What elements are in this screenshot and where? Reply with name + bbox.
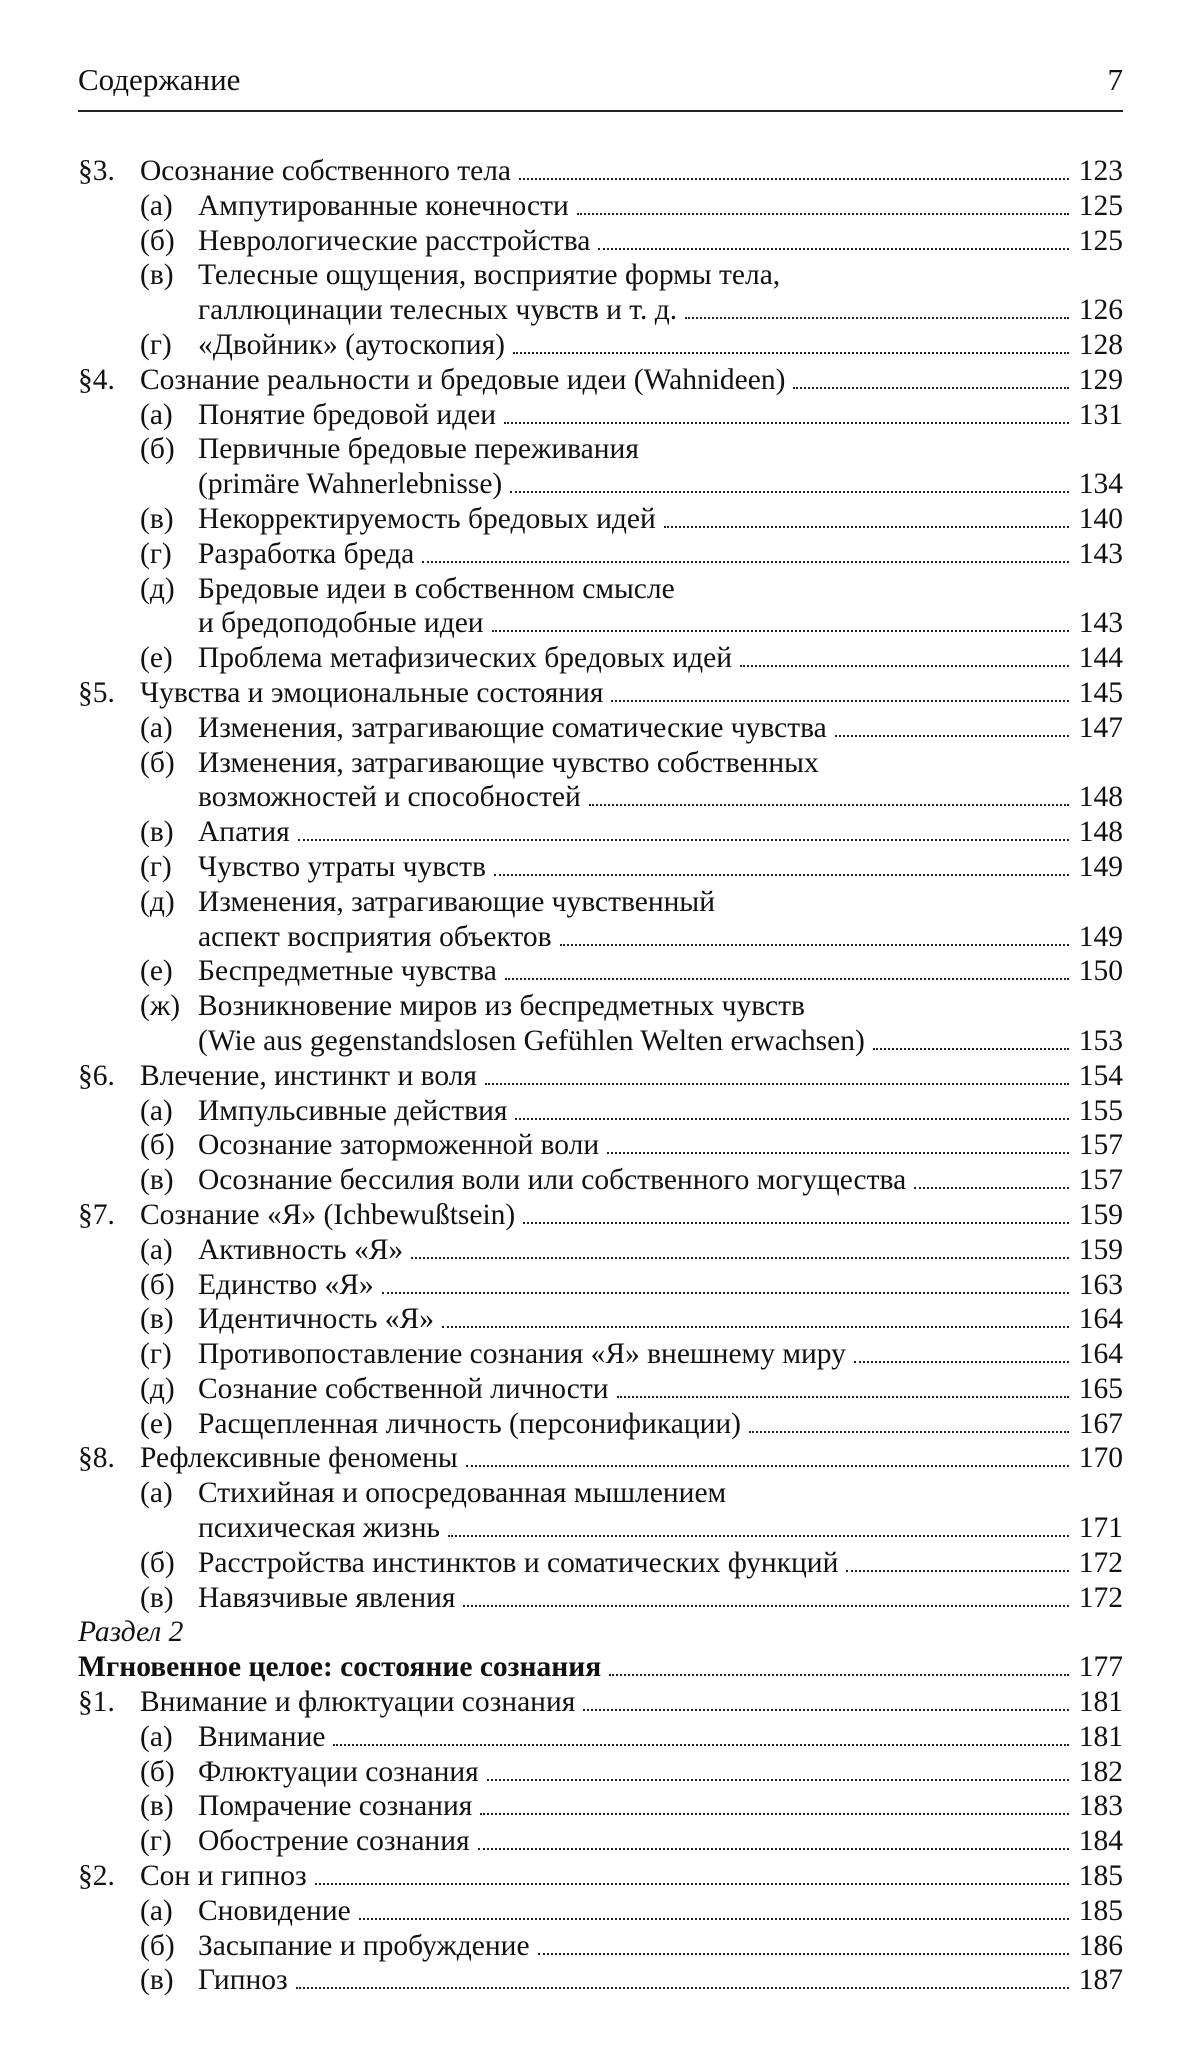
entry-page-number: 159 bbox=[1078, 1198, 1123, 1231]
toc-entry bbox=[78, 467, 1123, 502]
dot-leader bbox=[515, 1118, 1069, 1120]
toc-entry bbox=[78, 258, 1123, 293]
toc-entry bbox=[78, 1163, 1123, 1198]
entry-page-number: 167 bbox=[1078, 1407, 1123, 1440]
entry-marker: §1. bbox=[78, 1686, 115, 1719]
entry-page-number: 148 bbox=[1078, 781, 1123, 814]
entry-page-number: 155 bbox=[1078, 1094, 1123, 1127]
entry-title: Неврологические расстройства bbox=[198, 224, 591, 257]
entry-marker: (б) bbox=[140, 1546, 175, 1579]
toc-entry bbox=[78, 711, 1123, 746]
entry-page-number: 157 bbox=[1078, 1164, 1123, 1197]
toc-entry bbox=[78, 398, 1123, 433]
toc-entry bbox=[78, 1720, 1123, 1755]
toc-entry bbox=[78, 1094, 1123, 1129]
entry-marker: §2. bbox=[78, 1860, 115, 1893]
entry-marker: (е) bbox=[140, 1407, 173, 1440]
entry-marker: §5. bbox=[78, 676, 115, 709]
toc-entry bbox=[78, 1546, 1123, 1581]
entry-marker: (г) bbox=[140, 537, 172, 570]
toc-entry bbox=[78, 1789, 1123, 1824]
entry-title: и бредоподобные идеи bbox=[198, 607, 484, 640]
toc-entry bbox=[78, 1894, 1123, 1929]
toc-entry bbox=[78, 1198, 1123, 1233]
entry-marker: (б) bbox=[140, 1268, 175, 1301]
entry-title: Возникновение миров из беспредметных чувств bbox=[198, 990, 805, 1023]
dot-leader bbox=[442, 1326, 1069, 1328]
entry-page-number: 172 bbox=[1078, 1581, 1123, 1614]
entry-title: Гипноз bbox=[198, 1964, 288, 1997]
entry-page-number: 134 bbox=[1078, 468, 1123, 501]
entry-marker: §4. bbox=[78, 363, 115, 396]
entry-page-number: 165 bbox=[1078, 1372, 1123, 1405]
toc-entry bbox=[78, 989, 1123, 1024]
entry-page-number: 177 bbox=[1078, 1651, 1123, 1684]
entry-title: Чувства и эмоциональные состояния bbox=[140, 676, 604, 709]
entry-title: Первичные бредовые переживания bbox=[198, 433, 639, 466]
entry-page-number: 164 bbox=[1078, 1303, 1123, 1336]
toc-entry bbox=[78, 815, 1123, 850]
entry-title: Внимание bbox=[198, 1720, 326, 1753]
toc-entry bbox=[78, 1268, 1123, 1303]
entry-page-number: 171 bbox=[1078, 1512, 1123, 1545]
toc-entry bbox=[78, 1372, 1123, 1407]
entry-title: Импульсивные действия bbox=[198, 1094, 508, 1127]
toc-entry bbox=[78, 850, 1123, 885]
entry-title: Активность «Я» bbox=[198, 1233, 404, 1266]
entry-marker: (г) bbox=[140, 1338, 172, 1371]
toc-entry bbox=[78, 1441, 1123, 1476]
entry-marker: (б) bbox=[140, 1929, 175, 1962]
toc-entry bbox=[78, 328, 1123, 363]
toc-entry bbox=[78, 954, 1123, 989]
toc-entry bbox=[78, 1963, 1123, 1998]
entry-title: Ампутированные конечности bbox=[198, 189, 569, 222]
toc-entry bbox=[78, 746, 1123, 781]
entry-title: Изменения, затрагивающие чувство собственных bbox=[198, 746, 819, 779]
entry-page-number: 163 bbox=[1078, 1268, 1123, 1301]
entry-marker: (а) bbox=[140, 189, 173, 222]
dot-leader bbox=[740, 665, 1069, 667]
dot-leader bbox=[463, 1605, 1069, 1607]
entry-page-number: 144 bbox=[1078, 642, 1123, 675]
entry-page-number: 126 bbox=[1078, 294, 1123, 327]
entry-title: Помрачение сознания bbox=[198, 1790, 473, 1823]
entry-marker: (а) bbox=[140, 1094, 173, 1127]
entry-page-number: 143 bbox=[1078, 607, 1123, 640]
dot-leader bbox=[873, 1048, 1069, 1050]
toc-entry bbox=[78, 572, 1123, 607]
toc-entry bbox=[78, 920, 1123, 955]
dot-leader bbox=[749, 1431, 1069, 1433]
entry-page-number: 182 bbox=[1078, 1755, 1123, 1788]
dot-leader bbox=[589, 804, 1069, 806]
dot-leader bbox=[854, 1361, 1069, 1363]
dot-leader bbox=[835, 735, 1069, 737]
entry-marker: (а) bbox=[140, 1233, 173, 1266]
toc-entry bbox=[78, 1302, 1123, 1337]
dot-leader bbox=[494, 874, 1069, 876]
entry-title: Засыпание и пробуждение bbox=[198, 1929, 530, 1962]
dot-leader bbox=[538, 1953, 1069, 1955]
toc-entry bbox=[78, 1929, 1123, 1964]
entry-page-number: 123 bbox=[1078, 155, 1123, 187]
entry-marker: (б) bbox=[140, 1755, 175, 1788]
entry-marker: (г) bbox=[140, 1825, 172, 1858]
entry-page-number: 170 bbox=[1078, 1442, 1123, 1475]
running-title: Содержание bbox=[78, 62, 241, 97]
entry-title: (primäre Wahnerlebnisse) bbox=[198, 468, 503, 501]
dot-leader bbox=[296, 1987, 1069, 1989]
entry-title: Бредовые идеи в собственном смысле bbox=[198, 572, 675, 605]
toc-entry bbox=[78, 1233, 1123, 1268]
dot-leader bbox=[480, 1813, 1069, 1815]
dot-leader bbox=[504, 422, 1069, 424]
entry-title: Расщепленная личность (персонификации) bbox=[198, 1407, 741, 1440]
dot-leader bbox=[846, 1570, 1069, 1572]
entry-title: возможностей и способностей bbox=[198, 781, 581, 814]
entry-marker: (г) bbox=[140, 328, 172, 361]
entry-title: Чувство утраты чувств bbox=[198, 850, 486, 883]
dot-leader bbox=[510, 491, 1069, 493]
header-page-number: 7 bbox=[1107, 62, 1123, 97]
toc-entry bbox=[78, 1511, 1123, 1546]
dot-leader bbox=[448, 1535, 1069, 1537]
dot-leader bbox=[422, 561, 1069, 563]
entry-marker: §3. bbox=[78, 155, 115, 187]
entry-page-number: 164 bbox=[1078, 1338, 1123, 1371]
entry-page-number: 149 bbox=[1078, 920, 1123, 953]
entry-marker: (а) bbox=[140, 711, 173, 744]
entry-page-number: 157 bbox=[1078, 1129, 1123, 1162]
entry-marker: (б) bbox=[140, 746, 175, 779]
entry-title: галлюцинации телесных чувств и т. д. bbox=[198, 294, 678, 327]
entry-marker: (в) bbox=[140, 1164, 174, 1197]
entry-marker: (в) bbox=[140, 1790, 174, 1823]
entry-page-number: 181 bbox=[1078, 1720, 1123, 1753]
toc-entry bbox=[78, 1337, 1123, 1372]
dot-leader bbox=[333, 1744, 1069, 1746]
entry-title: Разработка бреда bbox=[198, 537, 415, 570]
toc-entry bbox=[78, 1581, 1123, 1616]
entry-marker: (б) bbox=[140, 224, 175, 257]
toc-entry bbox=[78, 537, 1123, 572]
entry-title: психическая жизнь bbox=[198, 1512, 440, 1545]
entry-title: Беспредметные чувства bbox=[198, 955, 497, 988]
entry-page-number: 145 bbox=[1078, 676, 1123, 709]
entry-page-number: 154 bbox=[1078, 1059, 1123, 1092]
entry-marker: (в) bbox=[140, 1303, 174, 1336]
entry-title: Осознание заторможенной воли bbox=[198, 1129, 600, 1162]
dot-leader bbox=[478, 1848, 1069, 1850]
entry-marker: (д) bbox=[140, 885, 175, 918]
entry-title: Влечение, инстинкт и воля bbox=[140, 1059, 477, 1092]
entry-page-number: 172 bbox=[1078, 1546, 1123, 1579]
entry-title: Апатия bbox=[198, 816, 290, 849]
entry-marker: (е) bbox=[140, 955, 173, 988]
entry-page-number: 184 bbox=[1078, 1825, 1123, 1858]
entry-page-number: 185 bbox=[1078, 1894, 1123, 1927]
dot-leader bbox=[577, 213, 1069, 215]
dot-leader bbox=[505, 978, 1069, 980]
toc-entry bbox=[78, 363, 1123, 398]
toc-entry bbox=[78, 224, 1123, 259]
entry-title: Сон и гипноз bbox=[140, 1860, 307, 1893]
book-page bbox=[78, 62, 1123, 1998]
entry-page-number: 183 bbox=[1078, 1790, 1123, 1823]
toc-entry bbox=[78, 780, 1123, 815]
toc-entry bbox=[78, 432, 1123, 467]
entry-title: Сознание реальности и бредовые идеи (Wahnideen) bbox=[140, 363, 786, 396]
toc-entry bbox=[78, 1685, 1123, 1720]
entry-title: Идентичность «Я» bbox=[198, 1303, 434, 1336]
entry-title: Изменения, затрагивающие соматические чувства bbox=[198, 711, 827, 744]
dot-leader bbox=[519, 178, 1069, 180]
entry-marker: (в) bbox=[140, 1964, 174, 1997]
entry-marker: (ж) bbox=[140, 990, 181, 1023]
section-title: Мгновенное целое: состояние сознания bbox=[78, 1651, 602, 1684]
entry-page-number: 159 bbox=[1078, 1233, 1123, 1266]
entry-marker: (а) bbox=[140, 1894, 173, 1927]
toc-entry bbox=[78, 885, 1123, 920]
dot-leader bbox=[359, 1918, 1069, 1920]
entry-marker: (а) bbox=[140, 398, 173, 431]
entry-page-number: 131 bbox=[1078, 398, 1123, 431]
entry-page-number: 186 bbox=[1078, 1929, 1123, 1962]
entry-page-number: 150 bbox=[1078, 955, 1123, 988]
toc-entry bbox=[78, 676, 1123, 711]
entry-marker: (е) bbox=[140, 642, 173, 675]
running-header bbox=[78, 62, 1123, 106]
toc-entry bbox=[78, 1755, 1123, 1790]
entry-title: Рефлексивные феномены bbox=[140, 1442, 458, 1475]
entry-page-number: 125 bbox=[1078, 224, 1123, 257]
toc-entry bbox=[78, 502, 1123, 537]
entry-title: Некорректируемость бредовых идей bbox=[198, 502, 656, 535]
entry-marker: §8. bbox=[78, 1442, 115, 1475]
entry-title: (Wie aus gegenstandslosen Gefühlen Welten erwachsen) bbox=[198, 1024, 865, 1057]
entry-title: Навязчивые явления bbox=[198, 1581, 456, 1614]
entry-marker: (б) bbox=[140, 1129, 175, 1162]
entry-marker: (в) bbox=[140, 259, 174, 292]
entry-marker: (а) bbox=[140, 1477, 173, 1510]
entry-page-number: 149 bbox=[1078, 850, 1123, 883]
entry-page-number: 181 bbox=[1078, 1686, 1123, 1719]
entry-page-number: 148 bbox=[1078, 816, 1123, 849]
dot-leader bbox=[298, 839, 1069, 841]
dot-leader bbox=[598, 248, 1069, 250]
entry-page-number: 129 bbox=[1078, 363, 1123, 396]
dot-leader bbox=[466, 1465, 1069, 1467]
entry-title: Противопоставление сознания «Я» внешнему миру bbox=[198, 1338, 846, 1371]
entry-marker: §6. bbox=[78, 1059, 115, 1092]
entry-title: Проблема метафизических бредовых идей bbox=[198, 642, 733, 675]
entry-title: «Двойник» (аутоскопия) bbox=[198, 328, 505, 361]
entry-title: Телесные ощущения, восприятие формы тела, bbox=[198, 259, 781, 292]
entry-title: Единство «Я» bbox=[198, 1268, 374, 1301]
entry-page-number: 153 bbox=[1078, 1024, 1123, 1057]
section-label: Раздел 2 bbox=[78, 1616, 184, 1649]
table-of-contents bbox=[78, 154, 1123, 1998]
dot-leader bbox=[523, 1222, 1069, 1224]
toc-entry bbox=[78, 1024, 1123, 1059]
entry-title: аспект восприятия объектов bbox=[198, 920, 552, 953]
dot-leader bbox=[609, 1674, 1069, 1676]
entry-title: Сновидение bbox=[198, 1894, 351, 1927]
entry-title: Сознание собственной личности bbox=[198, 1372, 609, 1405]
toc-entry bbox=[78, 293, 1123, 328]
toc-entry bbox=[78, 1824, 1123, 1859]
entry-title: Обострение сознания bbox=[198, 1825, 470, 1858]
dot-leader bbox=[411, 1257, 1069, 1259]
entry-title: Сознание «Я» (Ichbewußtsein) bbox=[140, 1198, 516, 1231]
toc-entry bbox=[78, 189, 1123, 224]
dot-leader bbox=[513, 352, 1069, 354]
dot-leader bbox=[611, 700, 1069, 702]
entry-marker: (в) bbox=[140, 502, 174, 535]
entry-marker: (в) bbox=[140, 1581, 174, 1614]
entry-page-number: 143 bbox=[1078, 537, 1123, 570]
entry-page-number: 187 bbox=[1078, 1964, 1123, 1997]
dot-leader bbox=[607, 1152, 1069, 1154]
entry-page-number: 125 bbox=[1078, 189, 1123, 222]
entry-marker: (д) bbox=[140, 572, 175, 605]
dot-leader bbox=[487, 1779, 1069, 1781]
entry-title: Осознание бессилия воли или собственного могущества bbox=[198, 1164, 907, 1197]
dot-leader bbox=[583, 1709, 1069, 1711]
entry-marker: (в) bbox=[140, 816, 174, 849]
entry-marker: (б) bbox=[140, 433, 175, 466]
dot-leader bbox=[492, 630, 1069, 632]
toc-entry bbox=[78, 606, 1123, 641]
dot-leader bbox=[382, 1292, 1069, 1294]
entry-title: Флюктуации сознания bbox=[198, 1755, 479, 1788]
dot-leader bbox=[617, 1396, 1069, 1398]
entry-marker: (а) bbox=[140, 1720, 173, 1753]
dot-leader bbox=[485, 1083, 1069, 1085]
entry-marker: (д) bbox=[140, 1372, 175, 1405]
entry-page-number: 140 bbox=[1078, 502, 1123, 535]
entry-marker: §7. bbox=[78, 1198, 115, 1231]
toc-entry bbox=[78, 1059, 1123, 1094]
entry-title: Осознание собственного тела bbox=[140, 155, 512, 187]
entry-page-number: 147 bbox=[1078, 711, 1123, 744]
dot-leader bbox=[793, 387, 1069, 389]
entry-page-number: 128 bbox=[1078, 328, 1123, 361]
entry-title: Изменения, затрагивающие чувственный bbox=[198, 885, 716, 918]
dot-leader bbox=[914, 1187, 1069, 1189]
header-rule bbox=[78, 110, 1123, 112]
dot-leader bbox=[315, 1883, 1069, 1885]
dot-leader bbox=[560, 944, 1069, 946]
toc-entry bbox=[78, 154, 1123, 189]
dot-leader bbox=[664, 526, 1069, 528]
dot-leader bbox=[685, 317, 1069, 319]
entry-marker: (г) bbox=[140, 850, 172, 883]
entry-title: Внимание и флюктуации сознания bbox=[140, 1686, 576, 1719]
entry-title: Стихийная и опосредованная мышлением bbox=[198, 1477, 727, 1510]
entry-title: Понятие бредовой идеи bbox=[198, 398, 497, 431]
toc-entry bbox=[78, 1615, 1123, 1650]
toc-entry bbox=[78, 1650, 1123, 1685]
toc-entry bbox=[78, 1476, 1123, 1511]
entry-title: Расстройства инстинктов и соматических функций bbox=[198, 1546, 839, 1579]
entry-page-number: 185 bbox=[1078, 1860, 1123, 1893]
toc-entry bbox=[78, 1859, 1123, 1894]
toc-entry bbox=[78, 1407, 1123, 1442]
toc-entry bbox=[78, 641, 1123, 676]
toc-entry bbox=[78, 1128, 1123, 1163]
